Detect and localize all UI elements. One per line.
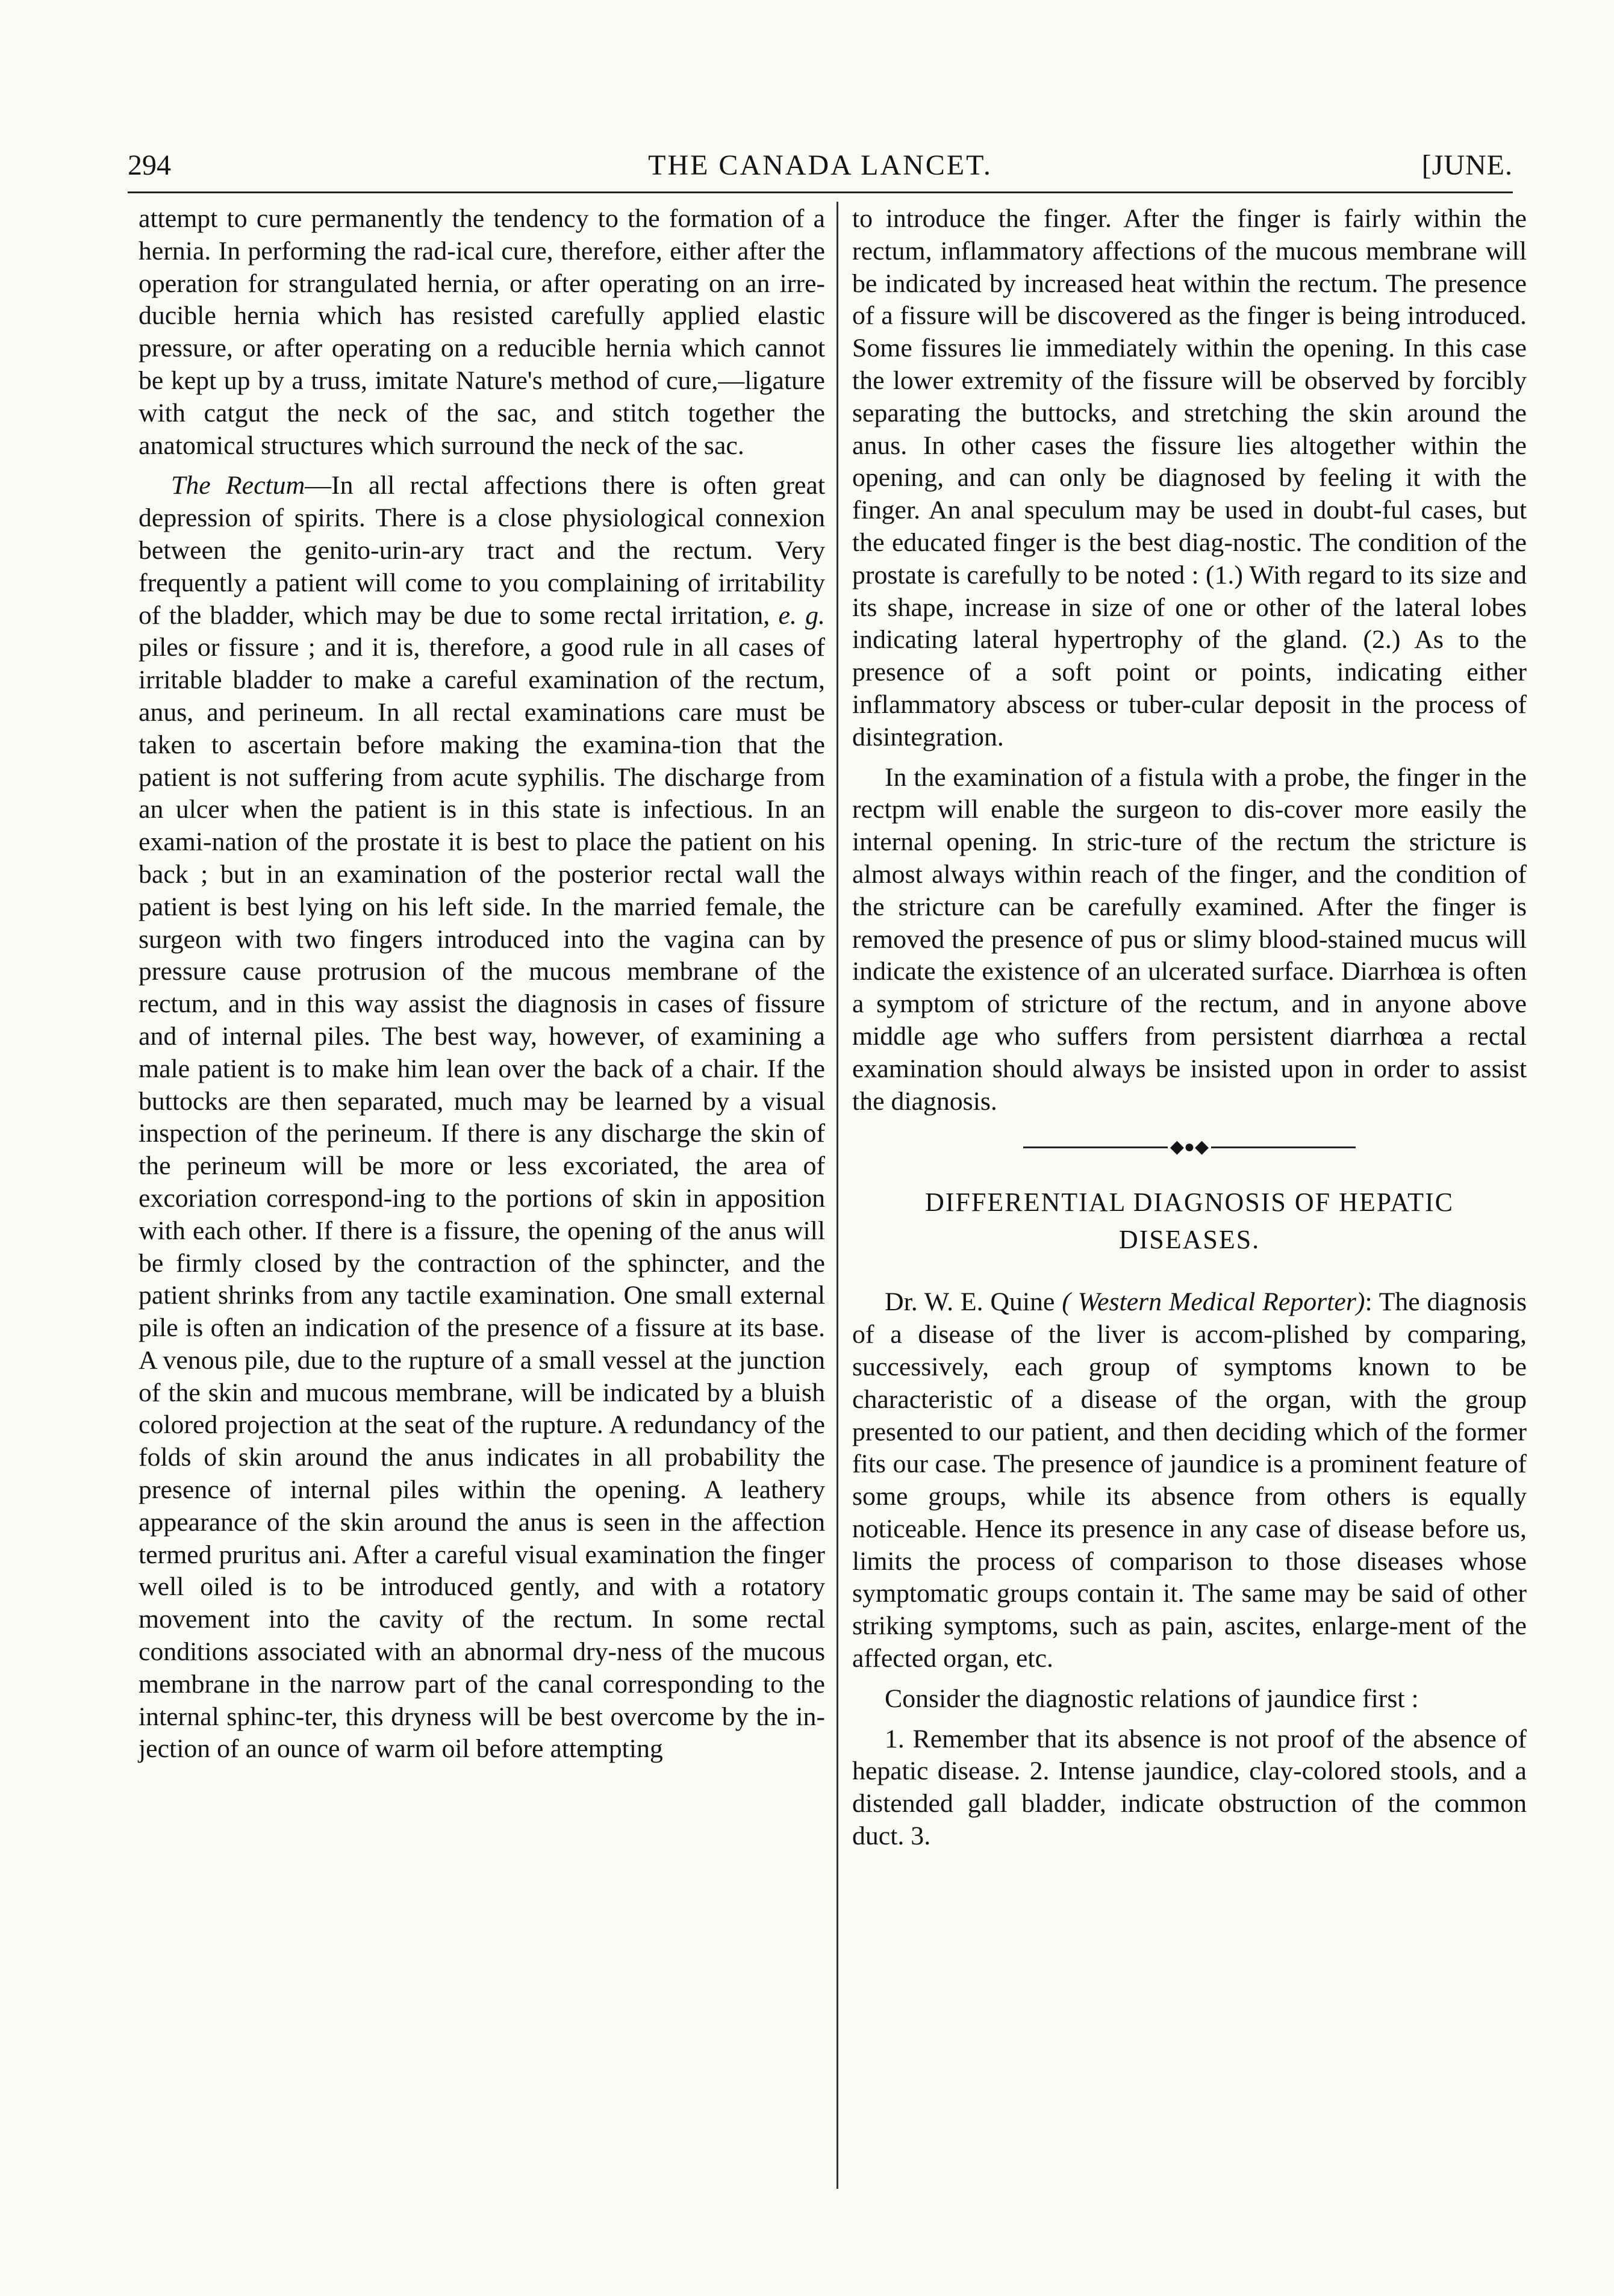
ornament-line-left xyxy=(1023,1146,1168,1148)
ornament-glyph: ◆●◆ xyxy=(1170,1137,1209,1157)
rectum-text-a: —In all rectal affections there is often great depression of spirits. There is a close physiological connexion between the genito-urin-ary tract and the rectum. Very frequently a patient will come to you complaining of irritability of the bladder, which may be due to some rectal irritation, xyxy=(139,471,825,630)
byline-source: ( Western Medical Reporter) xyxy=(1062,1287,1365,1317)
journal-title: THE CANADA LANCET. xyxy=(648,149,992,181)
header-rule xyxy=(128,191,1513,193)
left-column xyxy=(139,203,825,1766)
byline-author: Dr. W. E. Quine xyxy=(885,1287,1055,1317)
page-number: 294 xyxy=(128,149,171,181)
section-ornament xyxy=(852,1132,1527,1162)
rectum-eg: e. g. xyxy=(778,600,826,630)
rectum-text-b: piles or fissure ; and it is, therefore, a good rule in all cases of irritable bladder to make a careful examination of the rectum, anus, and perineum. In all rectal examinations care must be taken to ascertain before making the examina-tion that the patient is not suffering from acute syphilis. The discharge from an ulcer when the patient is in this state is infectious. In an exami-nation of the prostate it is best to place the patient on his back ; but in an examination of the posterior rectal wall the patient is best lying on his left side. In the married female, the surgeon with two fingers introduced into the vagina can by pressure cause protrusion of the mucous membrane of the rectum, and in this way assist the diagnosis in cases of fissure and of internal piles. The best way, however, of examining a male patient is to make him lean over the back of a chair. If the buttocks are then separated, much may be learned by a visual inspection of the perineum. If there is any discharge the skin of the perineum will be more or less excoriated, the area of excoriation correspond-ing to the portions of skin in apposition with each other. If there is a fissure, the opening of the anus will be firmly closed by the contraction of the sphincter, and the patient shrinks from any tactile examination. One small external pile is often an indication of the presence of a fissure at its base. A venous pile, due to the rupture of a small vessel at the junction of the skin and mucous membrane, will be indicated by a bluish colored projection at the seat of the rupture. A redundancy of the folds of skin around the anus indicates in all probability the presence of internal piles within the opening. A leathery appearance of the skin around the anus is seen in the affection termed pruritus ani. After a careful visual examination the finger well oiled is to be introduced gently, and with a rotatory movement into the cavity of the rectum. In some rectal conditions associated with an abnormal dry-ness of the mucous membrane in the narrow part of the canal corresponding to the internal sphinc-ter, this dryness will be best overcome by the in-jection of an ounce of warm oil before attempting xyxy=(139,633,825,1764)
section-title xyxy=(852,1184,1527,1258)
rectum-heading: The Rectum xyxy=(171,471,305,500)
paragraph-rectum xyxy=(139,470,825,1766)
issue-month: [JUNE. xyxy=(1421,149,1513,181)
right-column xyxy=(852,203,1527,1853)
paragraph-jaundice-points: 1. Remember that its absence is not proof of the absence of hepatic disease. 2. Intense jaundice, clay-colored stools, and a distended gall bladder, indicate obstruction of the common duct. 3. xyxy=(852,1724,1527,1851)
byline-colon: : xyxy=(1365,1287,1373,1317)
section-title-line2: DISEASES. xyxy=(1118,1225,1260,1255)
paragraph-hernia-continuation: attempt to cure permanently the tendency to the formation of a hernia. In performing the rad-ical cure, therefore, either after the operation for strangulated hernia, or after operating on an irre-ducible hernia which has resisted carefully applied elastic pressure, or after operating on a reducible hernia which cannot be kept up by a truss, imitate Nature's method of cure,—ligature with catgut the neck of the sac, and stitch together the anatomical structures which surround the neck of the sac. xyxy=(139,204,825,460)
ornament-line-right xyxy=(1211,1146,1356,1148)
section-title-line1: DIFFERENTIAL DIAGNOSIS OF HEPATIC xyxy=(924,1187,1454,1218)
paragraph-jaundice-consider: Consider the diagnostic relations of jaundice first : xyxy=(885,1684,1419,1713)
paragraph-hepatic-intro xyxy=(852,1286,1527,1675)
running-header xyxy=(128,148,1513,190)
hepatic-intro-text: The diagnosis of a disease of the liver is accom-plished by comparing, successively, each group of symptoms known to be characteristic of a disease of the organ, with the group presented to our patient, and then deciding which of the former fits our case. The presence of jaundice is a prominent feature of some groups, while its absence from others is equally noticeable. Hence its presence in any case of disease before us, limits the process of comparison to those diseases whose symptomatic groups contain it. The same may be said of other striking symptoms, such as pain, ascites, enlarge-ment of the affected organ, etc. xyxy=(852,1287,1527,1673)
paragraph-fistula: In the examination of a fistula with a probe, the finger in the rectpm will enable the surgeon to dis-cover more easily the internal opening. In stric-ture of the rectum the stricture is almost always within reach of the finger, and the condition of the stricture can be carefully examined. After the finger is removed the presence of pus or slimy blood-stained mucus will indicate the existence of an ulcerated surface. Diarrhœa is often a symptom of stricture of the rectum, and in anyone above middle age who suffers from persistent diarrhœa a rectal examination should always be insisted upon in order to assist the diagnosis. xyxy=(852,762,1527,1116)
column-divider xyxy=(837,202,838,2189)
paragraph-finger-examination: to introduce the finger. After the finger is fairly within the rectum, inflammatory affections of the mucous membrane will be indicated by increased heat within the rectum. The presence of a fissure will be discovered as the finger is being introduced. Some fissures lie immediately within the opening. In this case the lower extremity of the fissure will be observed by forcibly separating the buttocks, and stretching the skin around the anus. In other cases the fissure lies altogether within the opening, and can only be diagnosed by feeling it with the finger. An anal speculum may be used in doubt-ful cases, but the educated finger is the best diag-nostic. The condition of the prostate is carefully to be noted : (1.) With regard to its size and its shape, increase in size of one or other of the lateral lobes indicating lateral hypertrophy of the gland. (2.) As to the presence of a soft point or points, indicating either inflammatory abscess or tuber-cular deposit in the process of disintegration. xyxy=(852,204,1527,751)
